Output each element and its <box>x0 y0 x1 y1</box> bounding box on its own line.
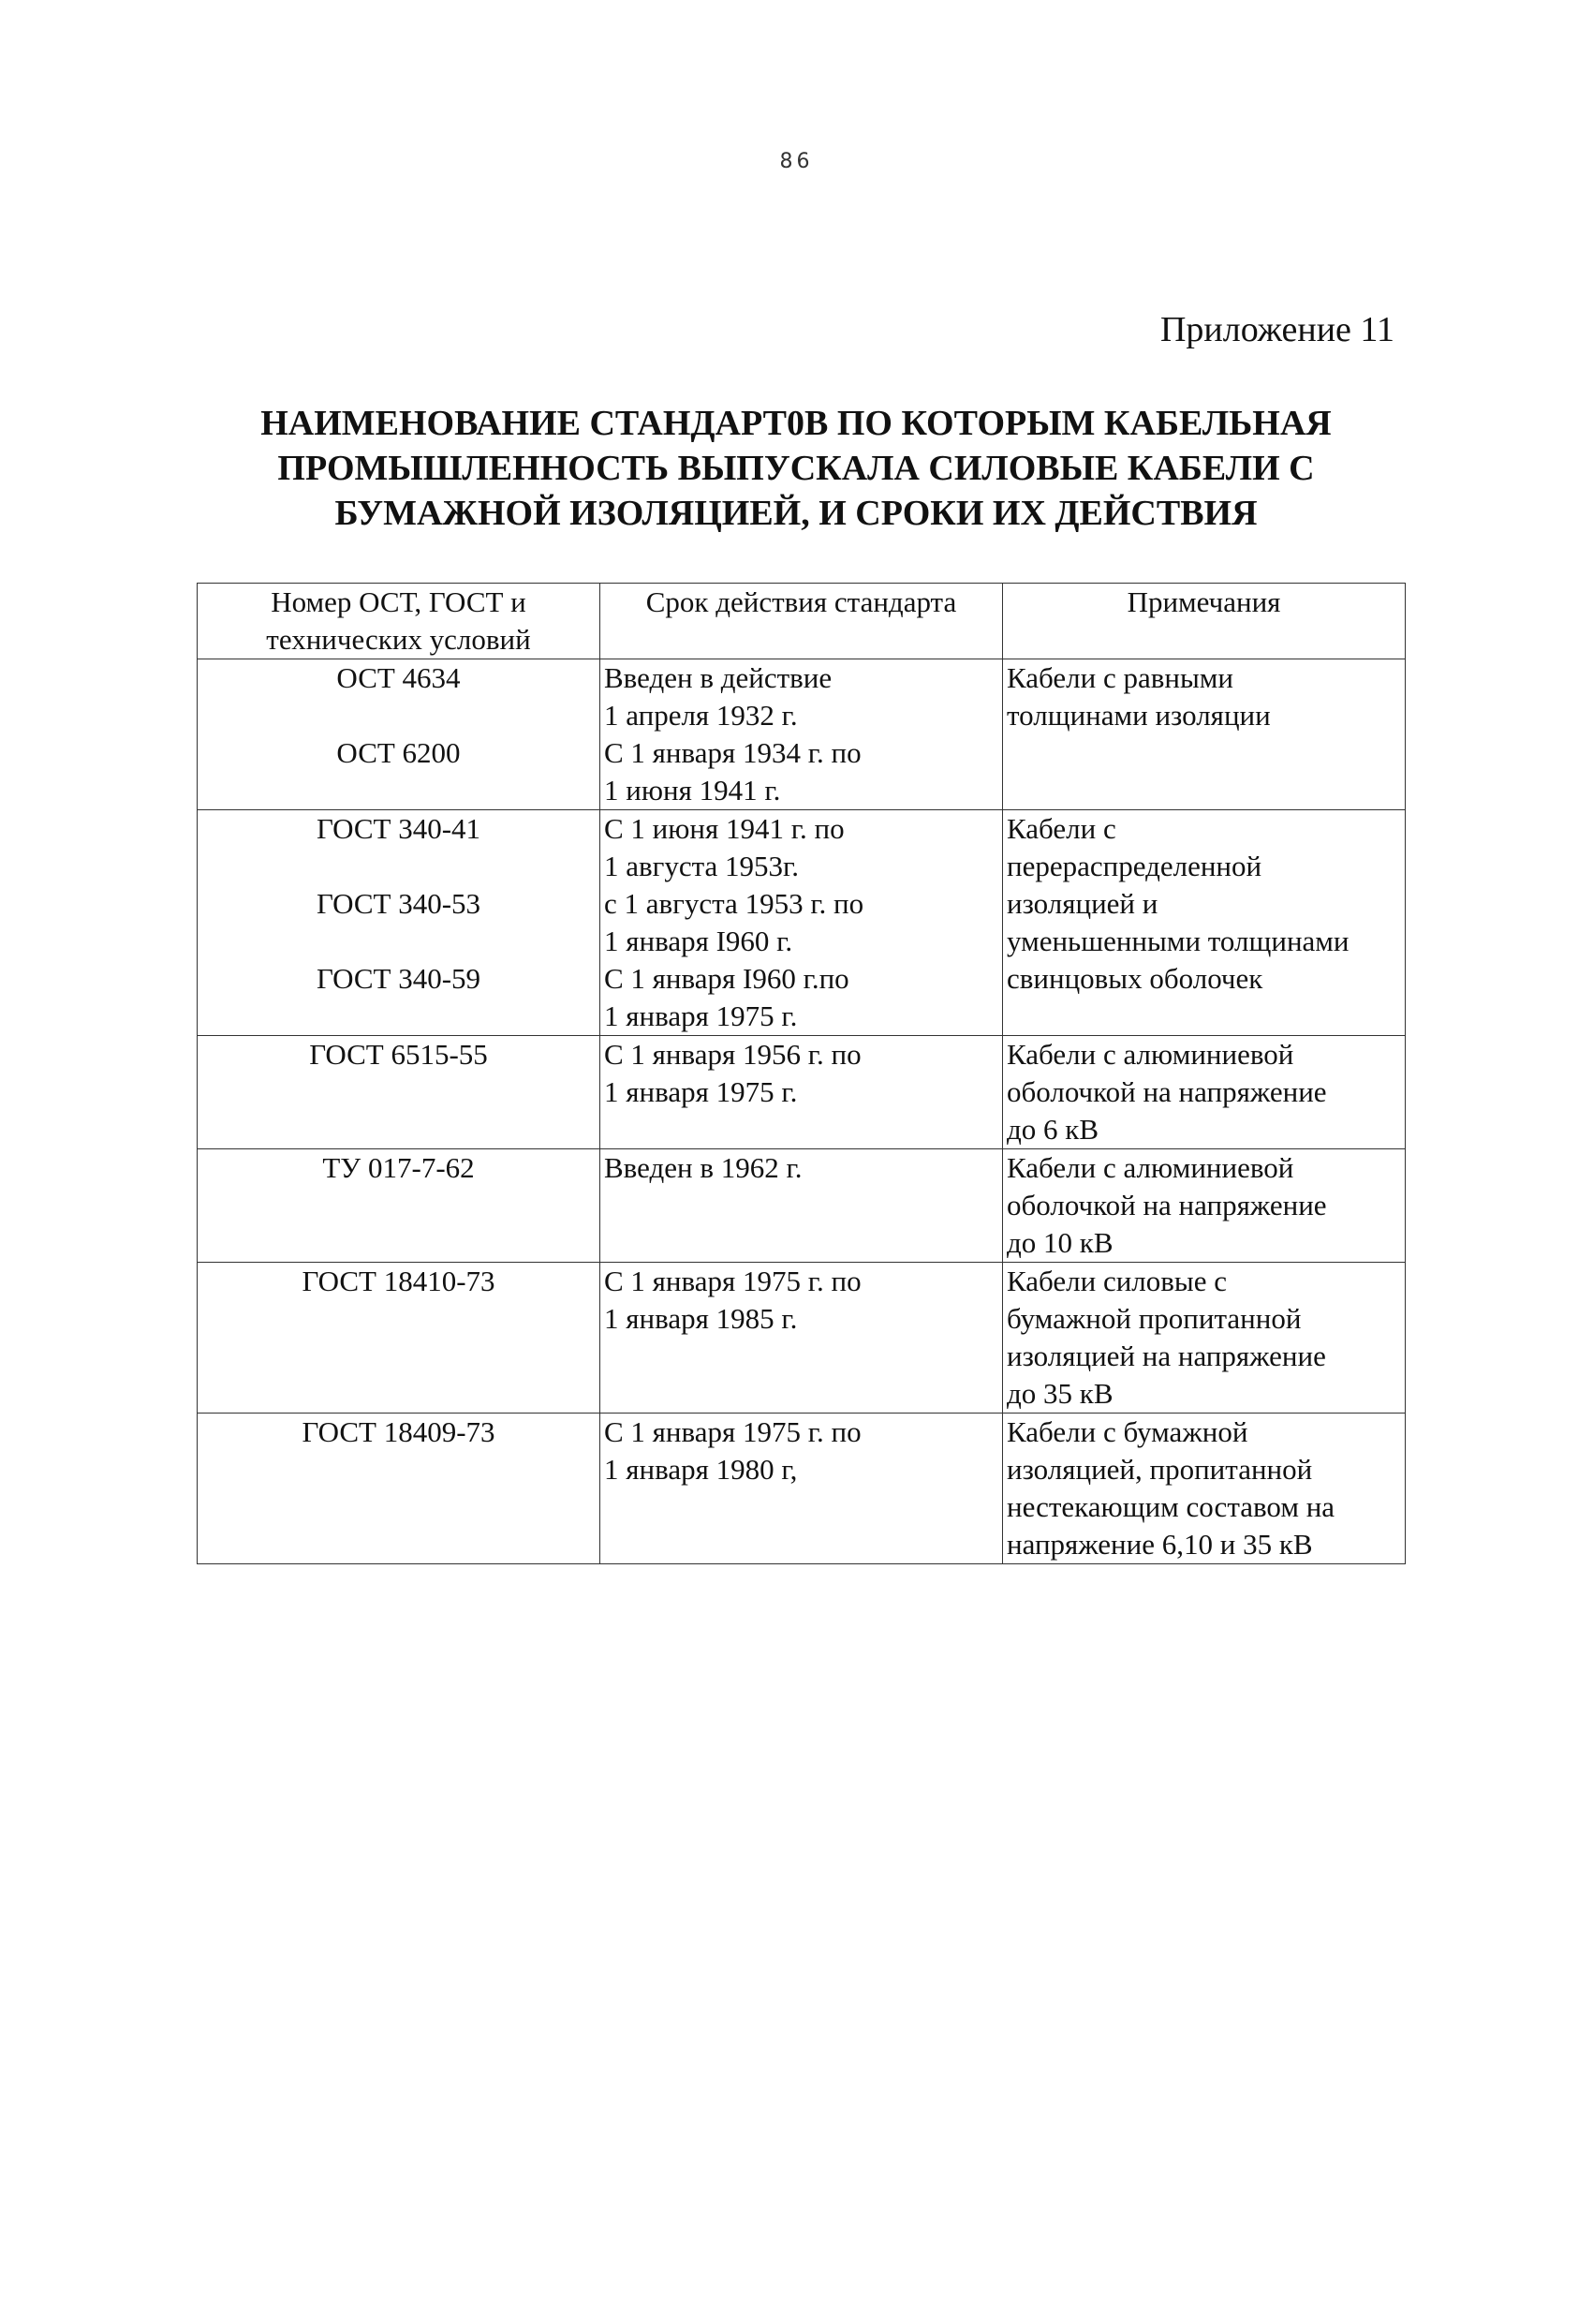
note-line: Кабели с равными <box>1007 661 1233 694</box>
term-cell <box>600 810 1003 1036</box>
notes-cell <box>1003 659 1406 810</box>
table-header-row <box>198 584 1406 659</box>
notes-cell <box>1003 810 1406 1036</box>
note-line: перераспределенной <box>1007 850 1262 882</box>
title-line: НАИМЕНОВАНИЕ СТАНДАРТ0В ПО КОТОРЫМ КАБЕЛЬНАЯ <box>260 404 1332 443</box>
note-line: Кабели с алюминиевой <box>1007 1151 1294 1184</box>
term-line: 1 января 1985 г. <box>604 1302 798 1335</box>
standard-number: ГОСТ 18410-73 <box>302 1265 495 1297</box>
table-row <box>198 1414 1406 1564</box>
header-notes <box>1003 584 1406 659</box>
notes-cell <box>1003 1149 1406 1263</box>
standard-number: ГОСТ 340-59 <box>316 962 481 995</box>
note-line: свинцовых оболочек <box>1007 962 1263 995</box>
header-line: технических условий <box>266 623 531 656</box>
header-term <box>600 584 1003 659</box>
header-standard-number <box>198 584 600 659</box>
term-line: С 1 января 1975 г. по <box>604 1415 862 1448</box>
term-line: Введен в 1962 г. <box>604 1151 803 1184</box>
term-line: С 1 июня 1941 г. по <box>604 812 845 845</box>
term-line: С 1 января I960 г.по <box>604 962 849 995</box>
standard-number-cell <box>198 1263 600 1414</box>
term-line: 1 января 1975 г. <box>604 1075 798 1108</box>
standards-table <box>197 583 1406 1564</box>
note-line: Кабели с <box>1007 812 1116 845</box>
term-cell <box>600 1414 1003 1564</box>
note-line: Кабели силовые с <box>1007 1265 1228 1297</box>
header-line: Срок действия стандарта <box>645 585 957 618</box>
standard-number: ОСТ 4634 <box>336 661 461 694</box>
appendix-label: Приложение 11 <box>1159 310 1394 349</box>
term-line: 1 января I960 г. <box>604 925 793 957</box>
title-line: БУМАЖНОЙ ИЗОЛЯЦИЕЙ, И СРОКИ ИХ ДЕЙСТВИЯ <box>334 494 1258 533</box>
note-line: оболочкой на напряжение <box>1007 1189 1327 1221</box>
standard-number: ГОСТ 18409-73 <box>302 1415 495 1448</box>
term-cell <box>600 1149 1003 1263</box>
header-line: Примечания <box>1127 585 1281 618</box>
term-line: 1 июня 1941 г. <box>604 774 781 807</box>
standard-number-cell <box>198 810 600 1036</box>
note-line: уменьшенными толщинами <box>1007 925 1350 957</box>
standard-number-cell <box>198 659 600 810</box>
table-row <box>198 1036 1406 1149</box>
note-line: изоляцией на напряжение <box>1007 1340 1326 1372</box>
term-line: С 1 января 1956 г. по <box>604 1038 862 1071</box>
term-line: 1 января 1975 г. <box>604 999 798 1032</box>
standard-number: ГОСТ 340-53 <box>316 887 481 920</box>
title-line: ПРОМЫШЛЕННОСТЬ ВЫПУСКАЛА СИЛОВЫЕ КАБЕЛИ С <box>277 449 1315 488</box>
document-title <box>197 401 1395 536</box>
table-row <box>198 659 1406 810</box>
term-line: с 1 августа 1953 г. по <box>604 887 864 920</box>
note-line: напряжение 6,10 и 35 кВ <box>1007 1528 1313 1561</box>
note-line: до 6 кВ <box>1007 1113 1099 1146</box>
note-line: Кабели с алюминиевой <box>1007 1038 1294 1071</box>
note-line: до 35 кВ <box>1007 1377 1114 1410</box>
standard-number: ГОСТ 340-41 <box>316 812 481 845</box>
term-line: 1 апреля 1932 г. <box>604 699 798 732</box>
term-cell <box>600 1263 1003 1414</box>
note-line: бумажной пропитанной <box>1007 1302 1302 1335</box>
note-line: толщинами изоляции <box>1007 699 1271 732</box>
term-line: 1 января 1980 г, <box>604 1453 798 1486</box>
note-line: оболочкой на напряжение <box>1007 1075 1327 1108</box>
table-row <box>198 1149 1406 1263</box>
standard-number-cell <box>198 1149 600 1263</box>
note-line: Кабели с бумажной <box>1007 1415 1248 1448</box>
notes-cell <box>1003 1263 1406 1414</box>
notes-cell <box>1003 1036 1406 1149</box>
header-line: Номер ОСТ, ГОСТ и <box>271 585 526 618</box>
page-number: 86 <box>779 150 814 173</box>
standard-number: ТУ 017-7-62 <box>322 1151 475 1184</box>
standard-number-cell <box>198 1036 600 1149</box>
term-line: 1 августа 1953г. <box>604 850 800 882</box>
table-row <box>198 810 1406 1036</box>
term-line: С 1 января 1975 г. по <box>604 1265 862 1297</box>
term-cell <box>600 659 1003 810</box>
note-line: нестекающим составом на <box>1007 1490 1335 1523</box>
term-line: С 1 января 1934 г. по <box>604 736 862 769</box>
note-line: изоляцией, пропитанной <box>1007 1453 1313 1486</box>
notes-cell <box>1003 1414 1406 1564</box>
standard-number: ГОСТ 6515-55 <box>309 1038 488 1071</box>
note-line: до 10 кВ <box>1007 1226 1114 1259</box>
note-line: изоляцией и <box>1007 887 1158 920</box>
standard-number: ОСТ 6200 <box>336 736 461 769</box>
standard-number-cell <box>198 1414 600 1564</box>
table-row <box>198 1263 1406 1414</box>
term-cell <box>600 1036 1003 1149</box>
term-line: Введен в действие <box>604 661 833 694</box>
